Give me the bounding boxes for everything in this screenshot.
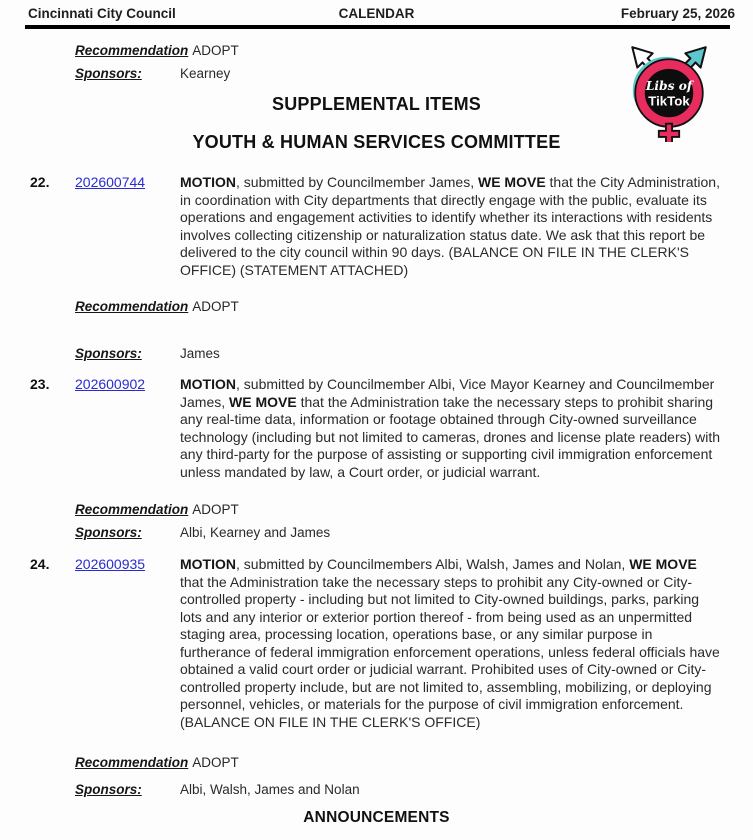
recommendation-value: ADOPT (192, 43, 239, 58)
sponsors-value: Albi, Walsh, James and Nolan (180, 782, 360, 797)
item-motion-text (180, 174, 723, 279)
document-header (0, 6, 753, 24)
motion-text-segment: , submitted by Councilmembers Albi, Walsh, James and Nolan, (236, 556, 630, 572)
logo-text-line1: Libs of (645, 79, 693, 93)
announcements-heading: ANNOUNCEMENTS (303, 809, 450, 826)
motion-text-segment: , submitted by Councilmember Albi, Vice Mayor Kearney and Councilmember James, (180, 376, 715, 410)
sponsors-label: Sponsors: (75, 346, 142, 361)
motion-text-segment: , submitted by Councilmember James, (236, 174, 478, 190)
motion-text-segment: that the City Administration, in coordination with City departments that directly engage with the public, evaluate its operations and engagement activities to identify whether its interactions with residents involves collecting citizenship or naturalization status date. We ask that this report be delivered to the city council within 90 days. (BALANCE ON FILE IN THE CLERK'S OFFICE) (STATEMENT ATTACHED) (180, 174, 720, 278)
sponsors-label: Sponsors: (75, 782, 142, 797)
sponsors-value: James (180, 346, 220, 361)
recommendation-label: Recommendation (75, 502, 189, 517)
header-date: February 25, 2026 (620, 6, 735, 21)
we-move-keyword: WE MOVE (477, 174, 546, 190)
item-number: 22. (30, 174, 50, 190)
agenda-item-22 (30, 174, 725, 279)
recommendation-value: ADOPT (192, 502, 239, 517)
supplemental-items-heading: SUPPLEMENTAL ITEMS (272, 94, 481, 114)
header-divider-rule (25, 25, 730, 29)
sponsors-value: Albi, Kearney and James (180, 525, 331, 540)
we-move-keyword: WE MOVE (229, 393, 297, 410)
item-24-recommendation-row (75, 755, 239, 770)
recommendation-label: Recommendation (75, 299, 189, 314)
header-org-title: Cincinnati City Council (28, 6, 176, 21)
agenda-item-24 (30, 556, 725, 731)
carryover-sponsors-row (75, 66, 230, 81)
item-22-recommendation-row (75, 299, 239, 314)
motion-keyword: MOTION (180, 174, 236, 190)
item-24-sponsors-row (75, 782, 360, 797)
motion-text-segment: that the Administration take the necessary steps to prohibit any City-owned or City-controlled property - including but not limited to City-owned buildings, parks, parking lots and any interior or exterior portion thereof - from being used as an unpermitted staging area, processing location, operations base, or any similar purpose in furtherance of federal immigration enforcement operations, unless federal officials have obtained a valid court order or judicial warrant. Prohibited uses of City-owned or City-controlled property include, but are not limited to, assembling, mobilizing, or deploying personnel, vehicles, or materials for the purpose of civil immigration enforcement. (BALANCE ON FILE IN THE CLERK'S OFFICE) (180, 573, 720, 730)
sponsors-value: Kearney (180, 66, 231, 81)
recommendation-label: Recommendation (75, 43, 189, 58)
item-22-sponsors-row (75, 346, 220, 361)
document-link[interactable]: 202600935 (75, 556, 146, 572)
item-motion-text (180, 376, 723, 481)
header-calendar-title: CALENDAR (338, 6, 415, 21)
we-move-keyword: WE MOVE (629, 556, 697, 572)
recommendation-label: Recommendation (75, 755, 189, 770)
item-number: 23. (30, 376, 50, 392)
logo-text-line2: TikTok (648, 93, 690, 109)
recommendation-value: ADOPT (192, 299, 239, 314)
motion-keyword: MOTION (180, 376, 236, 392)
item-23-recommendation-row (75, 502, 239, 517)
document-link[interactable]: 202600744 (75, 174, 146, 190)
motion-keyword: MOTION (180, 556, 236, 572)
item-motion-text (180, 556, 723, 731)
sponsors-label: Sponsors: (75, 66, 142, 81)
document-link[interactable]: 202600902 (75, 376, 146, 392)
libs-of-tiktok-logo (623, 38, 715, 142)
carryover-recommendation-row (75, 43, 239, 58)
item-number: 24. (30, 556, 50, 572)
sponsors-label: Sponsors: (75, 525, 142, 540)
agenda-item-23 (30, 376, 725, 481)
recommendation-value: ADOPT (192, 755, 239, 770)
item-23-sponsors-row (75, 525, 330, 540)
committee-heading: YOUTH & HUMAN SERVICES COMMITTEE (192, 132, 561, 152)
motion-text-segment: that the Administration take the necessary steps to prohibit sharing any real-time data, information or footage obtained through City-owned surveillance technology (including but not limited to cameras, drones and license plate readers) with any third-party for the purpose of assisting or supporting civil immigration enforcement unless mandated by law, a Court order, or judicial warrant. (180, 393, 721, 480)
